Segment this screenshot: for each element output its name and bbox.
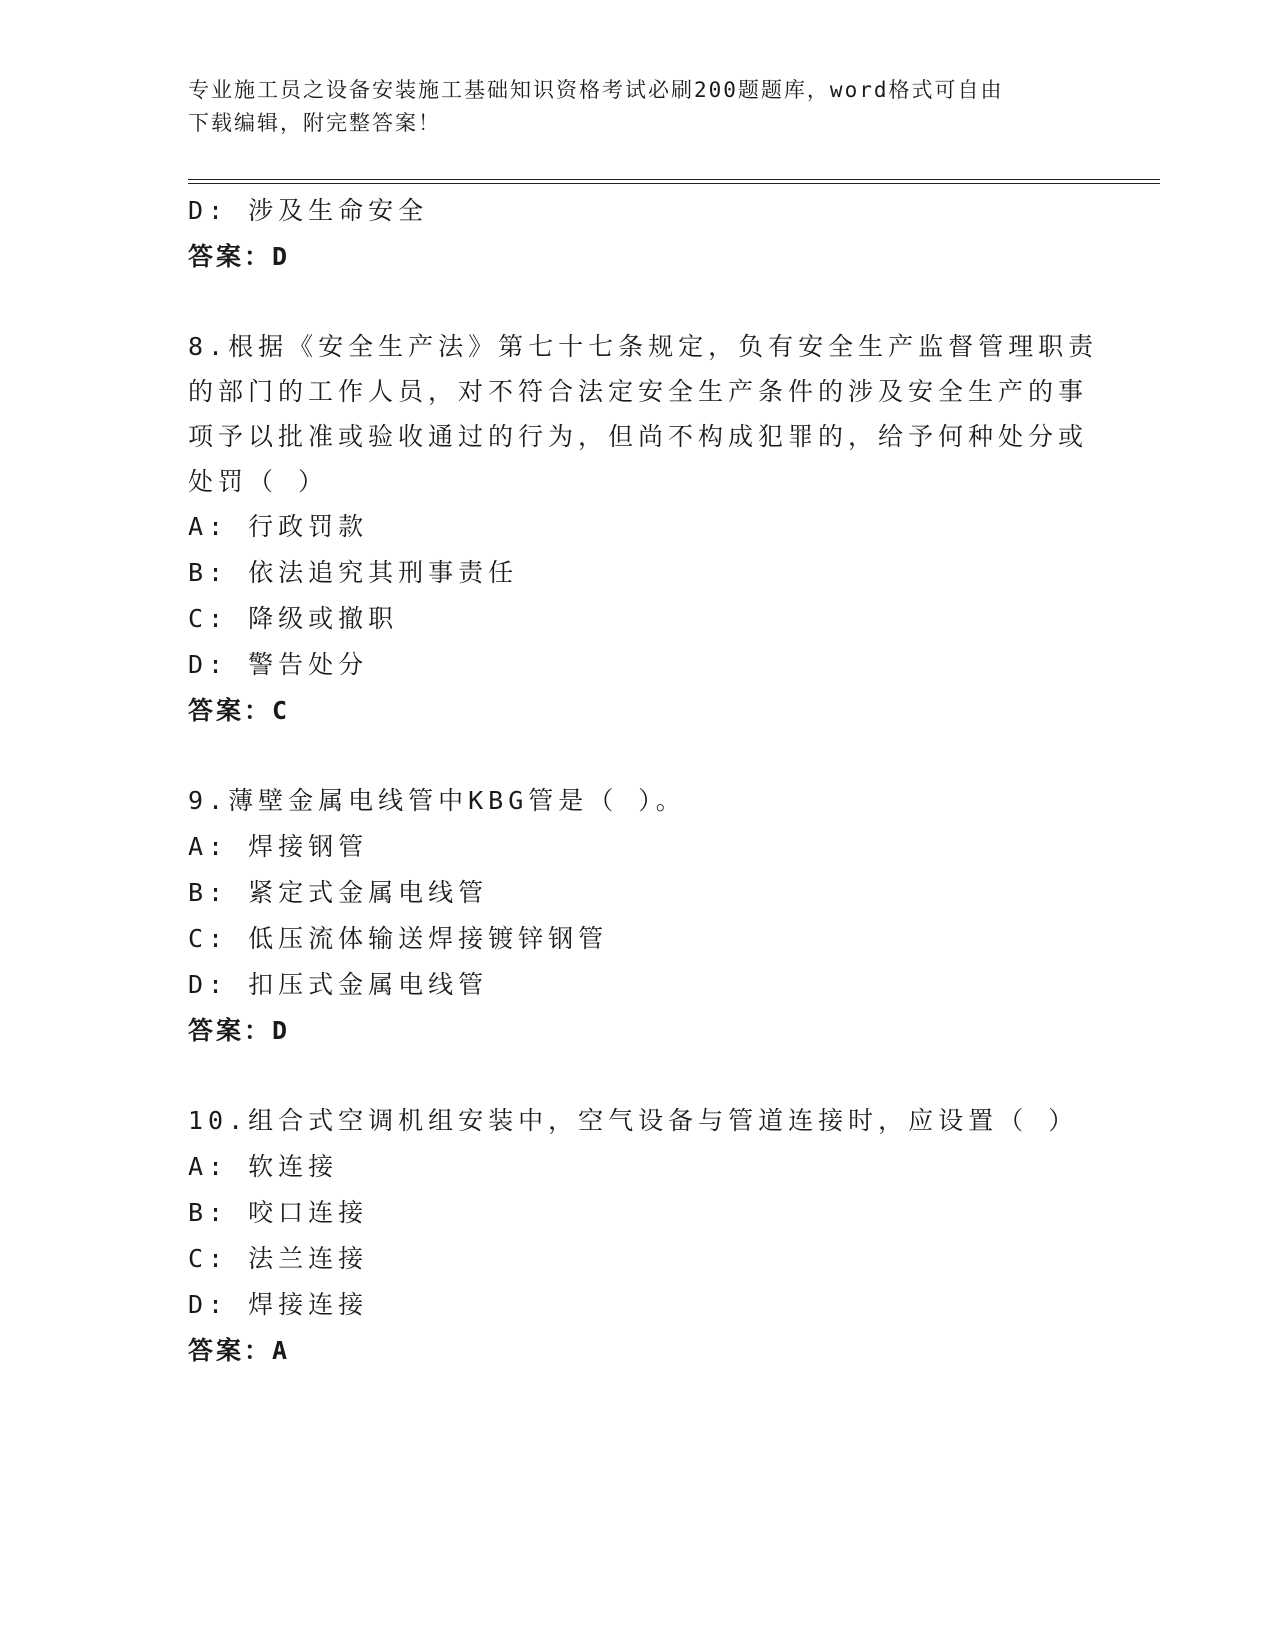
option-a: A: 行政罚款 bbox=[188, 512, 369, 541]
option-b: B: 咬口连接 bbox=[188, 1198, 369, 1227]
stem-line: 8.根据《安全生产法》第七十七条规定，负有安全生产监督管理职责 bbox=[188, 332, 1099, 361]
option-b: B: 依法追究其刑事责任 bbox=[188, 558, 519, 587]
answer-label: 答案：C bbox=[188, 696, 291, 725]
question-7-tail bbox=[188, 188, 1068, 280]
option-b: B: 紧定式金属电线管 bbox=[188, 878, 489, 907]
stem-line: 项予以批准或验收通过的行为，但尚不构成犯罪的，给予何种处分或 bbox=[188, 422, 1089, 451]
option-d: D: 焊接连接 bbox=[188, 1290, 369, 1319]
answer-label: 答案：D bbox=[188, 242, 291, 271]
option-c: C: 法兰连接 bbox=[188, 1244, 369, 1273]
answer-label: 答案：D bbox=[188, 1016, 291, 1045]
question-9 bbox=[188, 778, 1068, 1054]
header-divider-bottom bbox=[188, 183, 1160, 184]
question-8-stem bbox=[188, 324, 1099, 504]
question-10 bbox=[188, 1098, 1079, 1374]
question-8 bbox=[188, 324, 1099, 734]
option-a: A: 软连接 bbox=[188, 1152, 339, 1181]
question-10-stem: 10.组合式空调机组安装中，空气设备与管道连接时，应设置（ ） bbox=[188, 1106, 1079, 1135]
question-9-stem: 9.薄壁金属电线管中KBG管是（ ）。 bbox=[188, 786, 686, 815]
option-d: D: 警告处分 bbox=[188, 650, 369, 679]
option-c: C: 低压流体输送焊接镀锌钢管 bbox=[188, 924, 609, 953]
header-line-1: 专业施工员之设备安装施工基础知识资格考试必刷200题题库，word格式可自由 bbox=[188, 78, 1004, 102]
header-divider-top bbox=[188, 179, 1160, 180]
document-header bbox=[188, 74, 1068, 140]
answer-label: 答案：A bbox=[188, 1336, 291, 1365]
option-c: C: 降级或撤职 bbox=[188, 604, 399, 633]
option-a: A: 焊接钢管 bbox=[188, 832, 369, 861]
header-line-2: 下载编辑，附完整答案！ bbox=[188, 111, 441, 135]
stem-line: 的部门的工作人员，对不符合法定安全生产条件的涉及安全生产的事 bbox=[188, 377, 1089, 406]
stem-line: 处罚（ ） bbox=[188, 467, 329, 496]
option-d: D: 扣压式金属电线管 bbox=[188, 970, 489, 999]
question-list bbox=[188, 188, 1099, 1374]
option-d: D: 涉及生命安全 bbox=[188, 196, 429, 225]
